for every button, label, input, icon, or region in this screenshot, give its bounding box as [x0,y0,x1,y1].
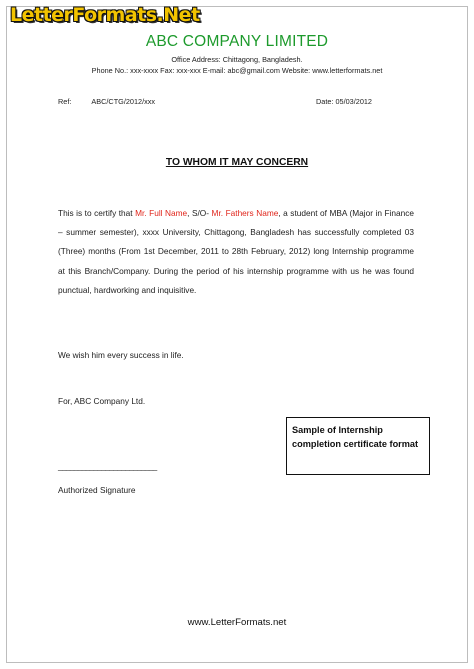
office-address: Office Address: Chittagong, Bangladesh. [171,55,303,64]
reference-value: ABC/CTG/2012/xxx [91,97,156,106]
student-name: Mr. Full Name [135,208,188,218]
certificate-body [58,204,414,300]
body-so-label: , S/O- [187,208,212,218]
father-name: Mr. Fathers Name [211,208,279,218]
signature-label: Authorized Signature [58,485,136,495]
contact-line: Phone No.: xxx-xxxx Fax: xxx-xxx E-mail: abc@gmail.com Website: www.letterformats.net [91,66,383,75]
letterformats-logo: LetterFormats.Net [10,4,200,26]
letter-subject: TO WHOM IT MAY CONCERN [165,157,309,168]
reference-label: Ref: [58,97,72,106]
body-intro: This is to certify that [58,208,136,218]
footer-website: www.LetterFormats.net [187,617,287,628]
letter-date: Date: 05/03/2012 [316,97,372,106]
body-rest: , a student of MBA (Major in Finance – summer semester), xxxx University, Chittagong, Bangladesh has successfully completed 03 (Three) months (From 1st December, 2011 to 28th February, 2012) long Internship programme at this Branch/Company. During the period of his internship programme with us he was found punctual, hardworking and inquisitive. [58,208,414,295]
sample-callout-box: Sample of Internship completion certificate format [286,417,430,475]
closing-wish: We wish him every success in life. [58,350,184,360]
signature-line: _________________________ [58,462,157,471]
company-name: ABC COMPANY LIMITED [145,33,329,50]
company-for-line: For, ABC Company Ltd. [58,396,146,406]
reference-line [58,97,155,106]
